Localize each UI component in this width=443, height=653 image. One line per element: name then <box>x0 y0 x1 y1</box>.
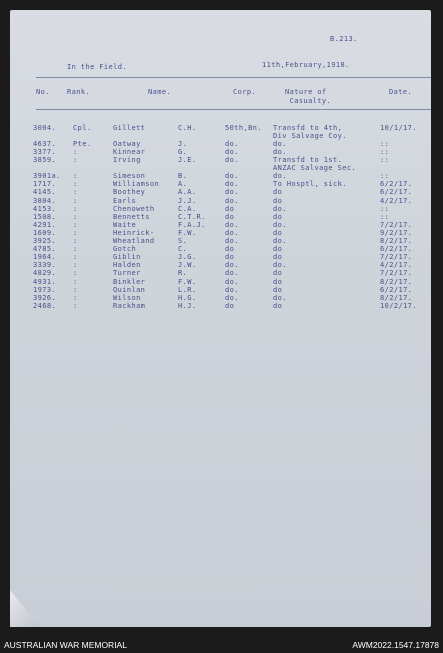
cell-nature: do <box>273 277 283 286</box>
cell-corp: do. <box>225 261 239 270</box>
document-reference: B.213. <box>330 35 358 43</box>
cell-init: H.G. <box>178 293 197 302</box>
cell-surname: Halden <box>113 261 141 270</box>
cell-init: A. <box>178 180 188 189</box>
cell-nature: Transfd to 4th, Div Salvage Coy. <box>273 124 347 140</box>
cell-nature: To Hosptl, sick. <box>273 180 347 189</box>
cell-rank: : <box>73 245 78 254</box>
cell-date: 10/2/17. <box>380 301 417 310</box>
cell-corp: do. <box>225 196 239 205</box>
cell-surname: Rackham <box>113 301 146 310</box>
cell-no: 1717. <box>33 180 57 189</box>
cell-no: 4785. <box>33 245 57 254</box>
cell-no: 3804. <box>33 196 57 205</box>
table-row <box>0 124 443 140</box>
header-corp: Corp. <box>233 88 257 96</box>
cell-no: 4145. <box>33 188 57 197</box>
cell-surname: Boothey <box>113 188 146 197</box>
cell-corp: do. <box>225 269 239 278</box>
cell-date: 6/2/17. <box>380 180 413 189</box>
cell-rank: : <box>73 228 78 237</box>
cell-no: 3926. <box>33 293 57 302</box>
footer-institution: AUSTRALIAN WAR MEMORIAL <box>4 640 127 650</box>
cell-corp: do. <box>225 220 239 229</box>
cell-date: :: <box>380 172 390 181</box>
cell-no: 1609. <box>33 228 57 237</box>
table-row <box>0 245 443 253</box>
cell-surname: Bennetts <box>113 212 150 221</box>
cell-corp: do. <box>225 172 239 181</box>
table-row <box>0 237 443 245</box>
cell-corp: do. <box>225 228 239 237</box>
cell-date: 4/2/17. <box>380 196 413 205</box>
table-row <box>0 213 443 221</box>
cell-date: 10/1/17. <box>380 124 417 132</box>
cell-rank: : <box>73 148 78 157</box>
cell-nature: do. <box>273 293 287 302</box>
cell-rank: : <box>73 237 78 245</box>
cell-date: 6/2/17. <box>380 245 413 254</box>
cell-surname: Williamson <box>113 180 160 189</box>
cell-init: J.G. <box>178 253 197 262</box>
table-row <box>0 188 443 196</box>
cell-surname: Binkler <box>113 277 146 286</box>
cell-no: 3377. <box>33 148 57 157</box>
cell-rank: Cpl. <box>73 124 92 132</box>
cell-init: B. <box>178 172 188 181</box>
cell-no: 4153. <box>33 204 57 213</box>
cell-date: :: <box>380 212 390 221</box>
cell-corp: do. <box>225 140 239 148</box>
cell-date: 4/2/17. <box>380 261 413 270</box>
cell-nature: do <box>273 301 283 310</box>
cell-rank: : <box>73 212 78 221</box>
cell-init: F.W. <box>178 228 197 237</box>
cell-nature: do <box>273 245 283 254</box>
cell-surname: Earls <box>113 196 137 205</box>
cell-surname: Heinrick- <box>113 228 155 237</box>
footer-accession: AWM2022.1547.17878 <box>352 640 439 650</box>
cell-init: F.A.J. <box>178 220 206 229</box>
cell-init: F.W. <box>178 277 197 286</box>
cell-date: :: <box>380 148 390 157</box>
table-row <box>0 229 443 237</box>
cell-nature: do <box>273 212 283 221</box>
cell-surname: Quinlan <box>113 285 146 294</box>
cell-surname: Waite <box>113 220 137 229</box>
cell-date: 8/2/17. <box>380 277 413 286</box>
cell-no: 3925. <box>33 237 57 245</box>
cell-nature: Transfd to 1st. ANZAC Salvage Sec. <box>273 156 357 173</box>
cell-date: :: <box>380 204 390 213</box>
cell-rank: : <box>73 285 78 294</box>
cell-rank: : <box>73 269 78 278</box>
cell-init: C.A. <box>178 204 197 213</box>
cell-date: 9/2/17. <box>380 228 413 237</box>
cell-date: :: <box>380 156 390 165</box>
table-row <box>0 148 443 156</box>
cell-init: H.J. <box>178 301 197 310</box>
cell-surname: Wheatland <box>113 237 155 245</box>
cell-corp: do. <box>225 285 239 294</box>
table-row <box>0 261 443 269</box>
cell-rank: : <box>73 196 78 205</box>
cell-date: 6/2/17. <box>380 188 413 197</box>
cell-rank: : <box>73 220 78 229</box>
cell-corp: do. <box>225 188 239 197</box>
cell-init: R. <box>178 269 188 278</box>
cell-nature: do. <box>273 140 287 148</box>
cell-no: 3339. <box>33 261 57 270</box>
cell-no: 3901a. <box>33 172 61 181</box>
cell-nature: do <box>273 188 283 197</box>
cell-date: 7/2/17. <box>380 269 413 278</box>
cell-corp: do <box>225 212 235 221</box>
cell-rank: : <box>73 180 78 189</box>
cell-init: J.W. <box>178 261 197 270</box>
cell-no: 3004. <box>33 124 57 132</box>
cell-nature: do <box>273 196 283 205</box>
cell-no: 4637. <box>33 140 57 148</box>
header-nature: Nature of Casualty. <box>285 88 332 105</box>
header-date: Date. <box>389 88 413 96</box>
cell-surname: Giblin <box>113 253 141 262</box>
cell-corp: 50th,Bn. <box>225 124 262 132</box>
cell-date: 6/2/17. <box>380 285 413 294</box>
cell-surname: Irving <box>113 156 141 165</box>
cell-rank: : <box>73 253 78 262</box>
cell-no: 4829. <box>33 269 57 278</box>
cell-rank: : <box>73 188 78 197</box>
cell-surname: Kinnear <box>113 148 146 157</box>
table-row <box>0 253 443 261</box>
cell-nature: do <box>273 285 283 294</box>
cell-init: S. <box>178 237 188 245</box>
cell-no: 3859. <box>33 156 57 165</box>
cell-init: L.R. <box>178 285 197 294</box>
cell-nature: do <box>273 253 283 262</box>
footer-bar <box>0 636 443 653</box>
cell-init: J.J. <box>178 196 197 205</box>
cell-rank: : <box>73 301 78 310</box>
cell-corp: do. <box>225 148 239 157</box>
cell-rank: Pte. <box>73 140 92 148</box>
cell-rank: : <box>73 204 78 213</box>
cell-nature: do. <box>273 261 287 270</box>
table-row <box>0 180 443 188</box>
cell-init: C.T.R. <box>178 212 206 221</box>
cell-init: G. <box>178 148 188 157</box>
cell-corp: do. <box>225 156 239 165</box>
table-row <box>0 205 443 213</box>
cell-init: C. <box>178 245 188 254</box>
cell-nature: do. <box>273 204 287 213</box>
cell-surname: Chenoweth <box>113 204 155 213</box>
cell-nature: do <box>273 228 283 237</box>
cell-nature: do. <box>273 172 287 181</box>
cell-init: A.A. <box>178 188 197 197</box>
cell-rank: : <box>73 261 78 270</box>
cell-no: 1508. <box>33 212 57 221</box>
table-row <box>0 197 443 205</box>
cell-date: 8/2/17. <box>380 237 413 245</box>
cell-nature: do. <box>273 237 287 245</box>
cell-init: J.E. <box>178 156 197 165</box>
cell-rank: : <box>73 172 78 181</box>
cell-no: 2468. <box>33 301 57 310</box>
header-no: No. <box>36 88 50 96</box>
cell-rank: : <box>73 156 78 165</box>
cell-corp: do <box>225 301 235 310</box>
cell-corp: do <box>225 253 235 262</box>
cell-surname: Gillett <box>113 124 146 132</box>
header-top-rule <box>36 77 431 78</box>
cell-no: 4931. <box>33 277 57 286</box>
cell-no: 1964. <box>33 253 57 262</box>
cell-corp: do <box>225 245 235 254</box>
cell-rank: : <box>73 277 78 286</box>
cell-date: :: <box>380 140 390 148</box>
table-row <box>0 156 443 173</box>
header-rank: Rank. <box>67 88 91 96</box>
cell-surname: Wilson <box>113 293 141 302</box>
document-date: 11th,February,1918. <box>262 61 350 69</box>
table-row <box>0 294 443 302</box>
cell-surname: Simeson <box>113 172 146 181</box>
cell-init: C.H. <box>178 124 197 132</box>
table-row <box>0 172 443 180</box>
cell-nature: do <box>273 269 283 278</box>
cell-corp: do. <box>225 293 239 302</box>
table-row <box>0 269 443 277</box>
location-text: In the Field. <box>67 63 127 71</box>
cell-no: 4291. <box>33 220 57 229</box>
cell-date: 7/2/17. <box>380 253 413 262</box>
header-bottom-rule <box>36 109 431 110</box>
header-name: Name. <box>148 88 172 96</box>
cell-surname: Oatway <box>113 140 141 148</box>
cell-init: J. <box>178 140 188 148</box>
cell-rank: : <box>73 293 78 302</box>
cell-corp: do. <box>225 277 239 286</box>
cell-date: 8/2/17. <box>380 293 413 302</box>
table-row <box>0 221 443 229</box>
cell-nature: do. <box>273 148 287 157</box>
cell-corp: do <box>225 204 235 213</box>
document-page <box>10 10 431 627</box>
cell-surname: Gotch <box>113 245 137 254</box>
cell-corp: do. <box>225 180 239 189</box>
table-row <box>0 302 443 310</box>
table-row <box>0 278 443 286</box>
cell-surname: Turner <box>113 269 141 278</box>
table-row <box>0 286 443 294</box>
cell-date: 7/2/17. <box>380 220 413 229</box>
table-row <box>0 140 443 148</box>
cell-corp: do. <box>225 237 239 245</box>
cell-nature: do. <box>273 220 287 229</box>
cell-no: 1973. <box>33 285 57 294</box>
